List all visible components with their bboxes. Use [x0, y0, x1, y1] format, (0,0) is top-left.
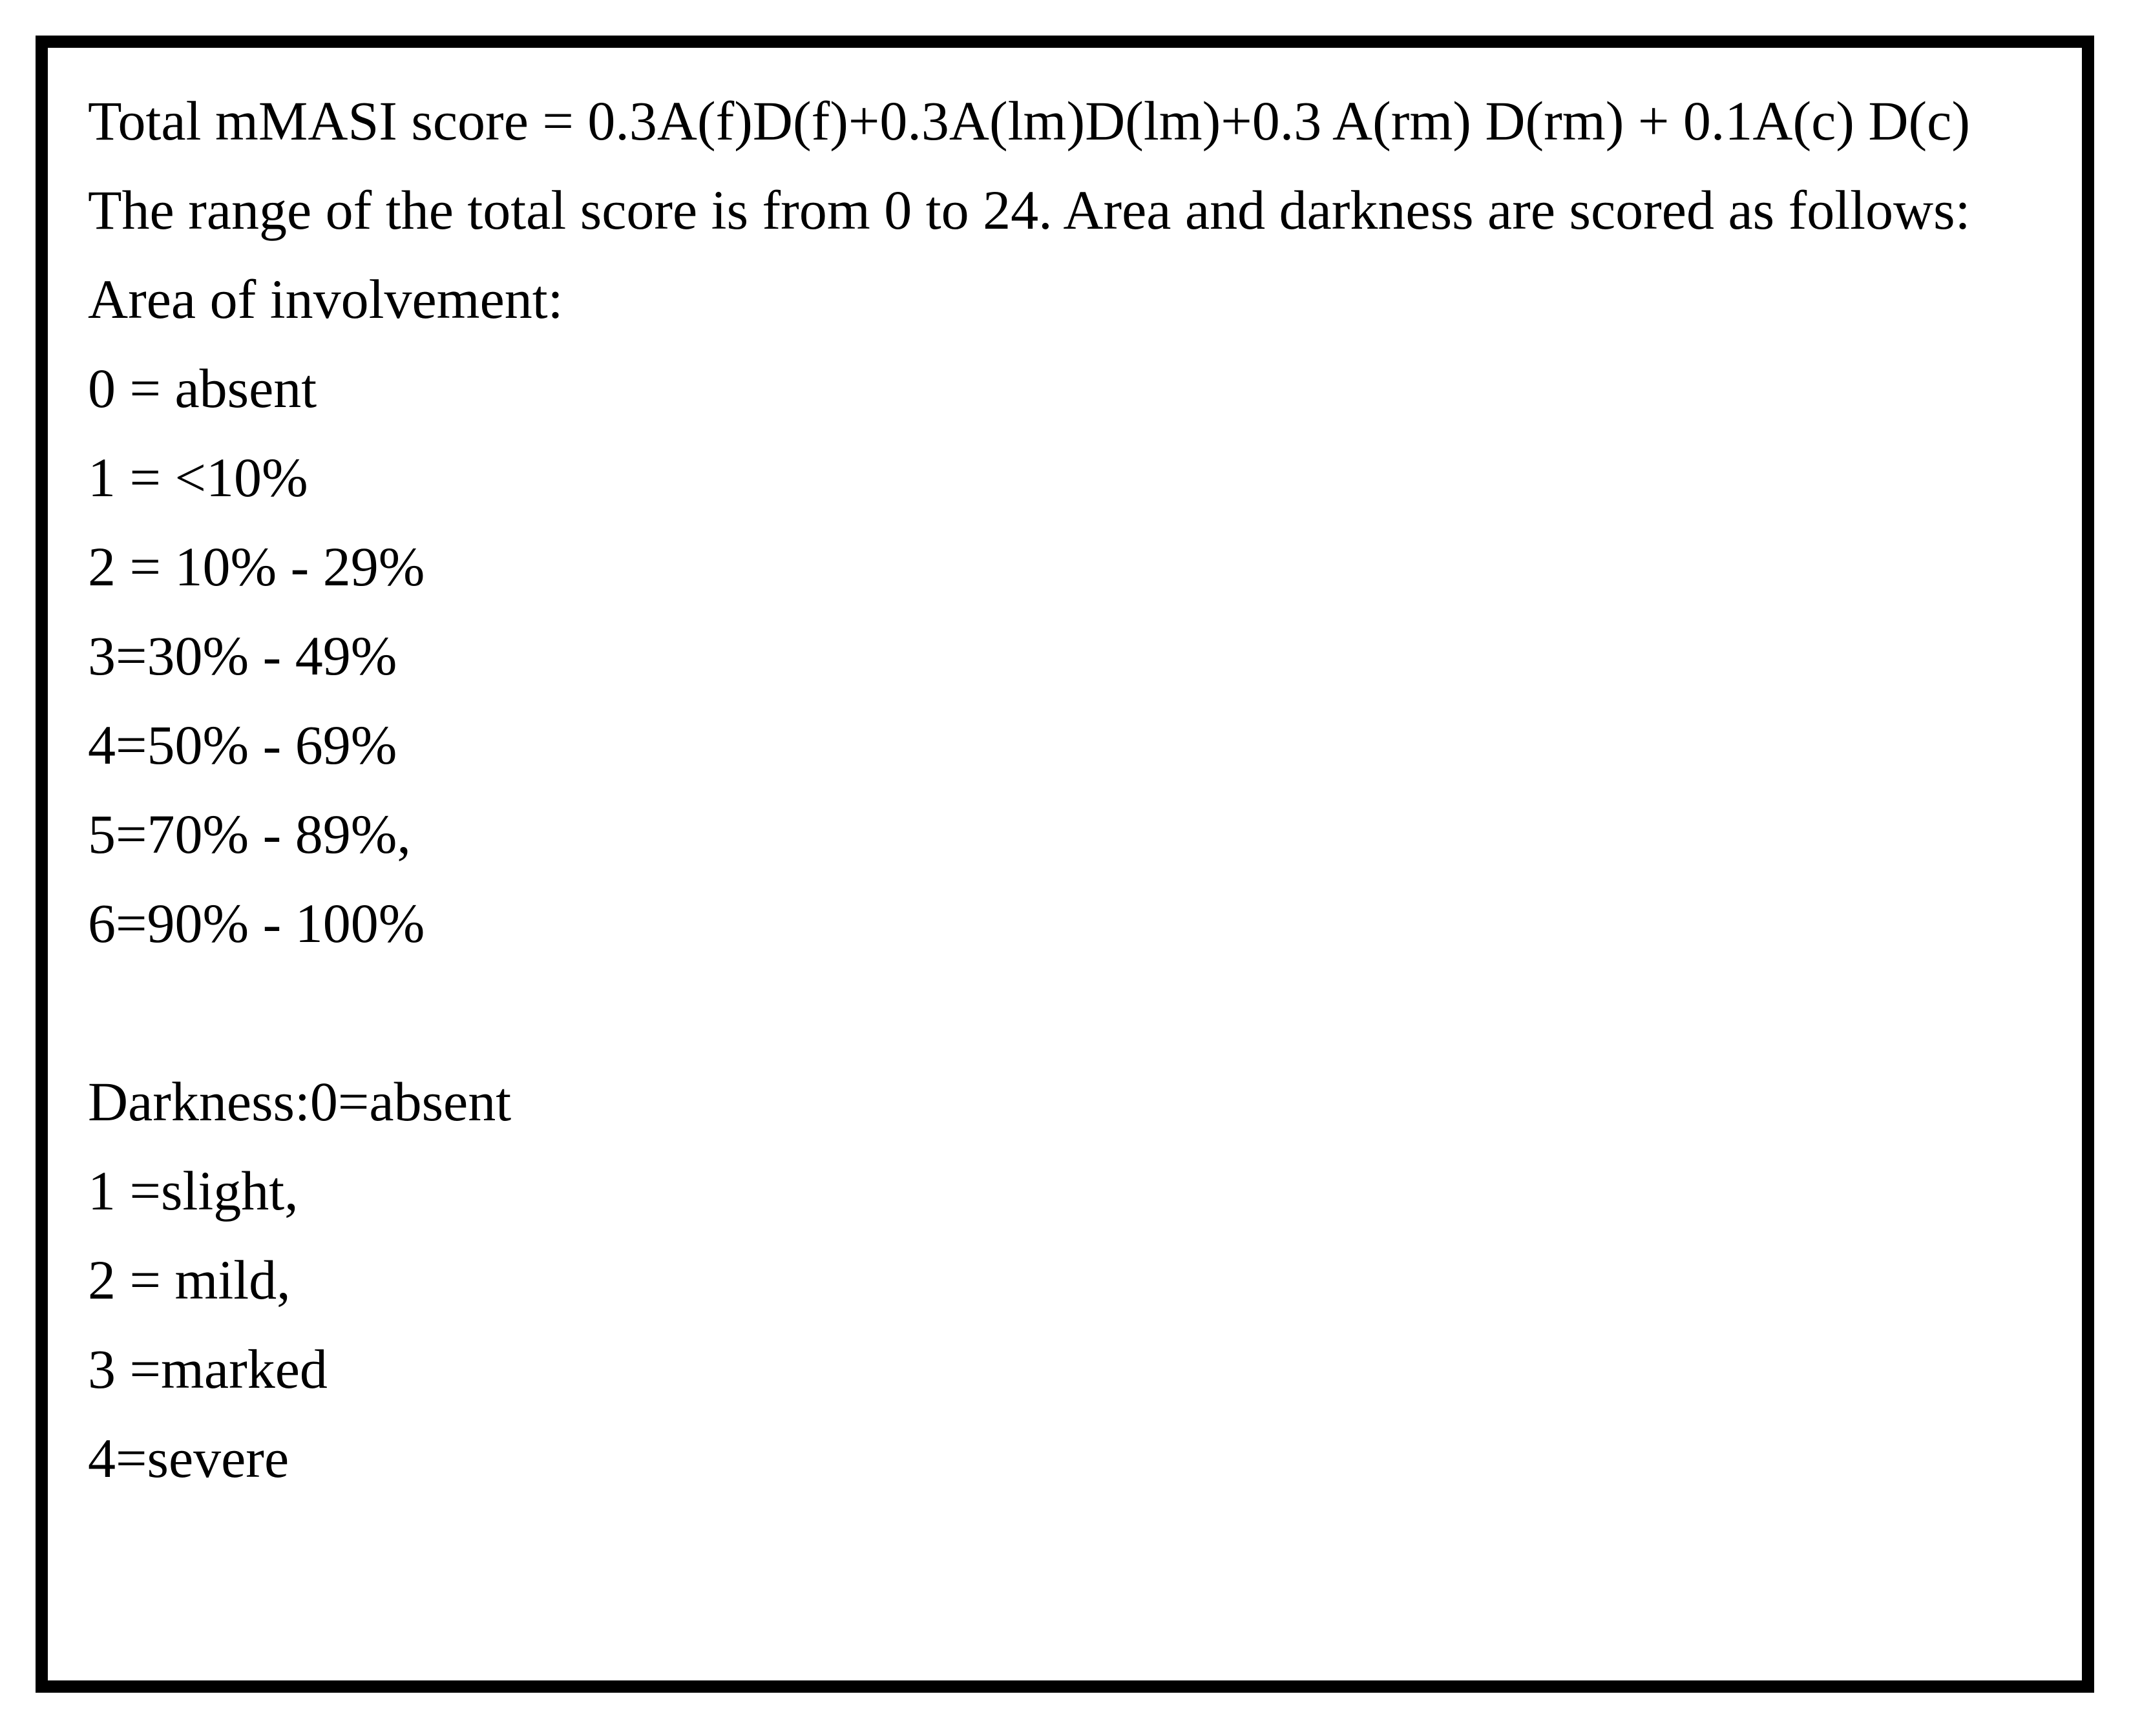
darkness-item: 3 =marked — [88, 1338, 328, 1400]
area-item: 1 = <10% — [88, 446, 308, 508]
area-item: 4=50% - 69% — [88, 714, 397, 776]
area-item: 6=90% - 100% — [88, 892, 425, 954]
darkness-item: 4=severe — [88, 1427, 289, 1489]
darkness-heading: Darkness:0=absent — [88, 1071, 512, 1133]
spacer — [88, 968, 2046, 1057]
area-item: 3=30% - 49% — [88, 625, 397, 687]
area-item: 0 = absent — [88, 357, 317, 419]
darkness-item: 1 =slight, — [88, 1160, 299, 1222]
area-item: 2 = 10% - 29% — [88, 536, 425, 598]
area-heading: Area of involvement: — [88, 268, 563, 330]
scoring-description — [88, 76, 2046, 1503]
area-item: 5=70% - 89%, — [88, 803, 411, 865]
formula-text: Total mMASI score = 0.3A(f)D(f)+0.3A(lm)D(lm)+0.3 A(rm) D(rm) + 0.1A(c) D(c) — [88, 90, 1970, 152]
darkness-item: 2 = mild, — [88, 1249, 291, 1311]
range-text: The range of the total score is from 0 to 24. Area and darkness are scored as follows: — [88, 179, 1971, 241]
